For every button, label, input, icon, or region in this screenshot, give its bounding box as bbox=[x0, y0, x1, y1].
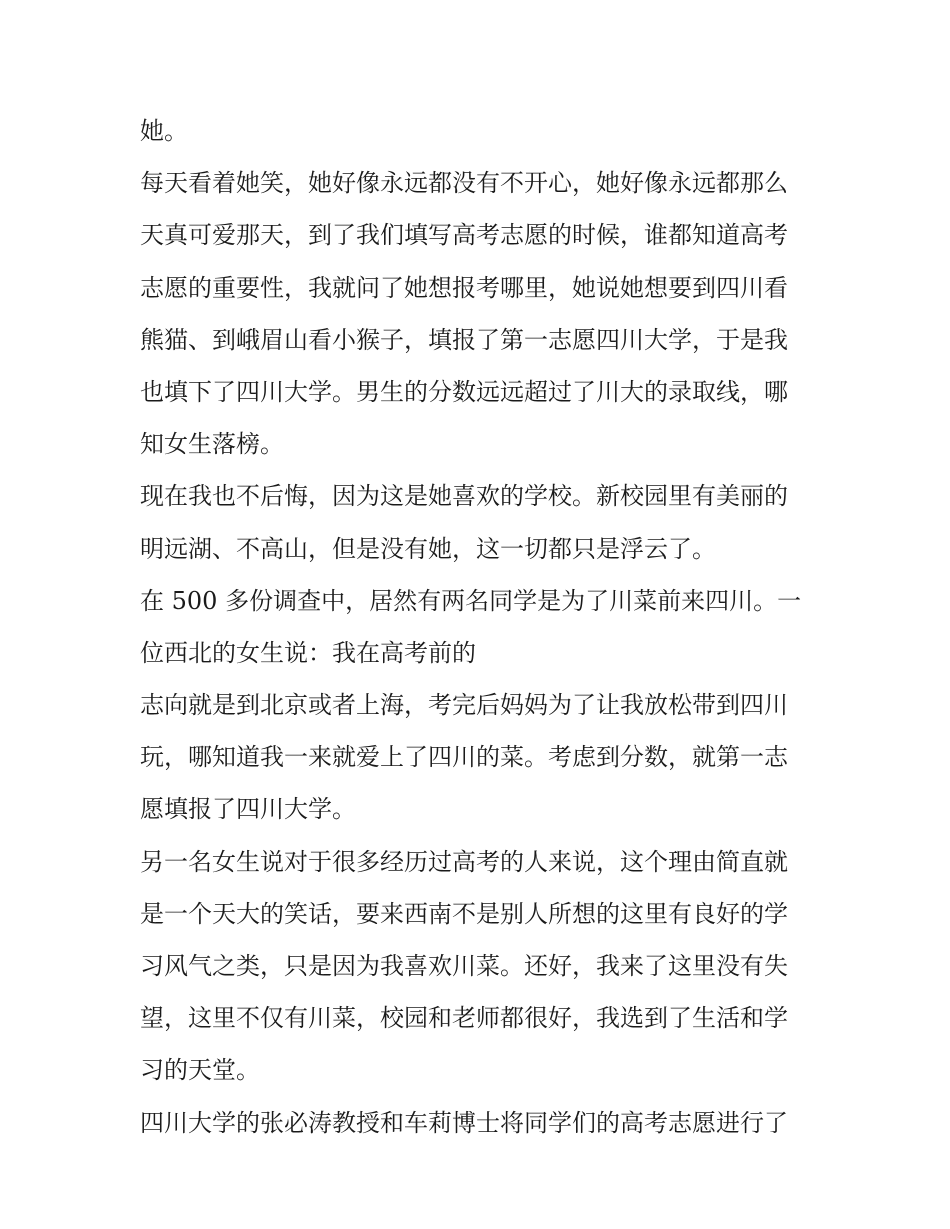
text-line: 明远湖、不高山，但是没有她，这一切都只是浮云了。 bbox=[140, 534, 716, 563]
text-line: 愿填报了四川大学。 bbox=[140, 795, 356, 824]
text-line: 每天看着她笑，她好像永远都没有不开心，她好像永远都那么 bbox=[140, 169, 788, 198]
text-line: 现在我也不后悔，因为这是她喜欢的学校。新校园里有美丽的 bbox=[140, 482, 788, 511]
text-line: 习风气之类，只是因为我喜欢川菜。还好，我来了这里没有失 bbox=[140, 952, 788, 980]
text-line: 习的天堂。 bbox=[140, 1056, 260, 1085]
text-line: 四川大学的张必涛教授和车莉博士将同学们的高考志愿进行了 bbox=[140, 1108, 788, 1137]
body-text bbox=[140, 105, 820, 1149]
text-line: 是一个天大的笑话，要来西南不是别人所想的这里有良好的学 bbox=[140, 899, 788, 928]
text-line: 玩，哪知道我一来就爱上了四川的菜。考虑到分数，就第一志 bbox=[140, 743, 788, 772]
text-line: 位西北的女生说：我在高考前的 bbox=[140, 638, 476, 667]
text-line: 望，这里不仅有川菜，校园和老师都很好，我选到了生活和学 bbox=[140, 1004, 788, 1033]
text-line: 志向就是到北京或者上海，考完后妈妈为了让我放松带到四川 bbox=[140, 691, 788, 720]
text-line: 志愿的重要性，我就问了她想报考哪里，她说她想要到四川看 bbox=[140, 273, 788, 302]
text-line: 知女生落榜。 bbox=[140, 430, 284, 459]
text-line: 熊猫、到峨眉山看小猴子，填报了第一志愿四川大学，于是我 bbox=[140, 325, 788, 354]
text-line: 在 500 多份调查中，居然有两名同学是为了川菜前来四川。一 bbox=[140, 586, 802, 615]
text-line: 另一名女生说对于很多经历过高考的人来说，这个理由简直就 bbox=[140, 847, 788, 876]
text-line: 她。 bbox=[140, 117, 188, 145]
text-line: 也填下了四川大学。男生的分数远远超过了川大的录取线，哪 bbox=[140, 377, 788, 406]
text-line: 天真可爱那天，到了我们填写高考志愿的时候，谁都知道高考 bbox=[140, 221, 788, 250]
